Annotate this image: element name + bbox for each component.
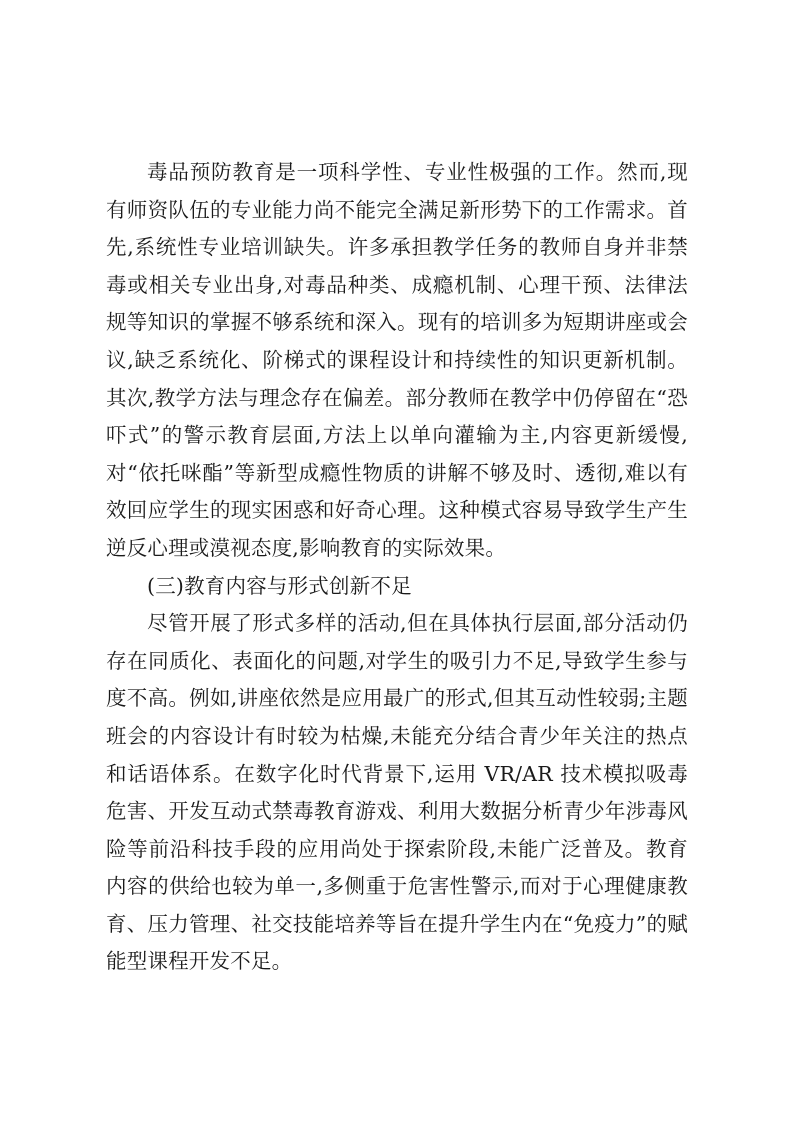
body-paragraph: 毒品预防教育是一项科学性、专业性极强的工作。然而,现有师资队伍的专业能力尚不能完全满足新形势下的工作需求。首先,系统性专业培训缺失。许多承担教学任务的教师自身并非禁毒或相关专业出身,对毒品种类、成瘾机制、心理干预、法律法规等知识的掌握不够系统和深入。现有的培训多为短期讲座或会议,缺乏系统化、阶梯式的课程设计和持续性的知识更新机制。其次,教学方法与理念存在偏差。部分教师在教学中仍停留在“恐吓式”的警示教育层面,方法上以单向灌输为主,内容更新缓慢,对“依托咪酯”等新型成瘾性物质的讲解不够及时、透彻,难以有效回应学生的现实困惑和好奇心理。这种模式容易导致学生产生逆反心理或漠视态度,影响教育的实际效果。: [106, 160, 688, 560]
body-paragraph: 尽管开展了形式多样的活动,但在具体执行层面,部分活动仍存在同质化、表面化的问题,对学生的吸引力不足,导致学生参与度不高。例如,讲座依然是应用最广的形式,但其互动性较弱;主题班会的内容设计有时较为枯燥,未能充分结合青少年关注的热点和话语体系。在数字化时代背景下,运用 VR/AR 技术模拟吸毒危害、开发互动式禁毒教育游戏、利用大数据分析青少年涉毒风险等前沿科技手段的应用尚处于探索阶段,未能广泛普及。教育内容的供给也较为单一,多侧重于危害性警示,而对于心理健康教育、压力管理、社交技能培养等旨在提升学生内在“免疫力”的赋能型课程开发不足。: [106, 611, 688, 974]
section-heading: (三)教育内容与形式创新不足: [147, 573, 412, 598]
document-body: [106, 154, 688, 981]
